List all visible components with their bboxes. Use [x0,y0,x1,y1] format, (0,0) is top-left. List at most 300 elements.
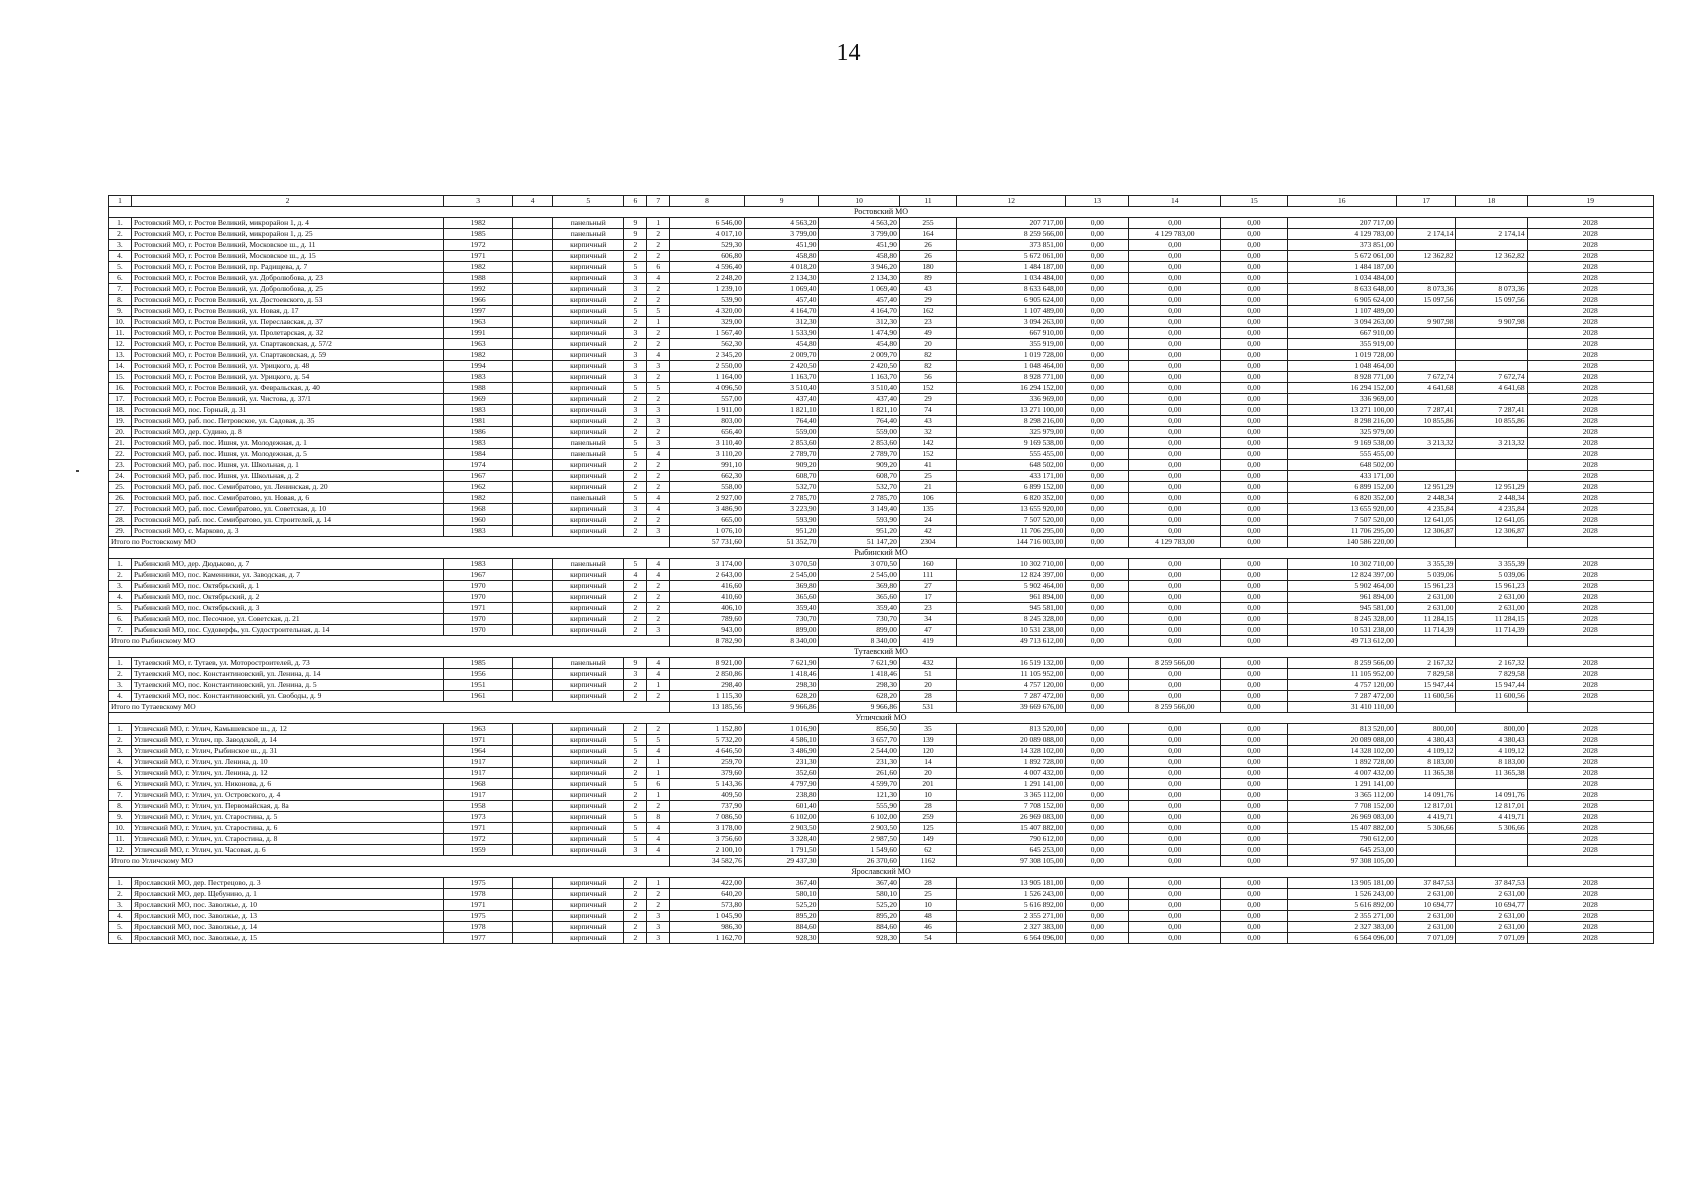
table-cell: 13 905 181,00 [1287,878,1396,889]
table-cell: 2 167,32 [1396,658,1456,669]
table-cell: 1960 [444,515,513,526]
table-cell: 4 599,70 [819,779,899,790]
table-cell: 2028 [1527,581,1653,592]
table-cell: 37 847,53 [1396,878,1456,889]
table-cell: 1959 [444,845,513,856]
table-cell: 7 621,90 [819,658,899,669]
table-cell: 13 655 920,00 [1287,504,1396,515]
table-cell: кирпичный [553,339,624,350]
section-total-cell: 51 147,20 [819,537,899,548]
table-cell: 2 [624,394,647,405]
table-cell: кирпичный [553,361,624,372]
table-cell: 1982 [444,493,513,504]
table-cell: 2 100,10 [670,845,745,856]
table-cell: 1972 [444,834,513,845]
table-row [109,603,1654,614]
table-cell: 8 259 566,00 [957,229,1066,240]
table-cell: 645 253,00 [957,845,1066,856]
table-cell: 4 [624,570,647,581]
table-cell: кирпичный [553,779,624,790]
table-cell: 2 [624,911,647,922]
table-cell: 12. [109,339,132,350]
table-cell: 2 631,00 [1396,922,1456,933]
table-cell: 0,00 [1129,273,1221,284]
table-cell: 15 961,23 [1456,581,1527,592]
table-cell: 454,80 [819,339,899,350]
table-cell: 3 [624,284,647,295]
table-cell: 2 [624,592,647,603]
table-cell: 2028 [1527,350,1653,361]
table-cell: 13 655 920,00 [957,504,1066,515]
table-row [109,240,1654,251]
table-cell: 800,00 [1396,724,1456,735]
table-row [109,493,1654,504]
table-cell: 628,20 [744,691,819,702]
page-number: 14 [836,40,861,66]
table-cell: Ростовский МО, г. Ростов Великий, ул. Урицкого, д. 48 [131,361,443,372]
table-cell: 12. [109,845,132,856]
table-cell: 2028 [1527,218,1653,229]
table-cell: 0,00 [1066,328,1129,339]
table-cell: 3 799,00 [819,229,899,240]
table-cell: 0,00 [1066,812,1129,823]
table-cell: 0,00 [1066,405,1129,416]
table-cell: 0,00 [1066,427,1129,438]
table-cell: 11 714,39 [1396,625,1456,636]
table-cell: 2 631,00 [1456,911,1527,922]
table-cell [1396,471,1456,482]
table-cell: 298,30 [819,680,899,691]
table-cell: кирпичный [553,262,624,273]
table-cell: 4 235,84 [1396,504,1456,515]
table-cell: 8 298 216,00 [1287,416,1396,427]
table-cell: 2 134,30 [819,273,899,284]
table-cell: 3 [647,416,670,427]
table-cell [513,262,553,273]
table-cell: 991,10 [670,460,745,471]
table-cell: 2 [647,801,670,812]
table-cell: 1 911,00 [670,405,745,416]
section-total-cell: 9 966,86 [819,702,899,713]
table-cell: 28 [899,691,956,702]
table-cell: 1982 [444,262,513,273]
table-cell: 432 [899,658,956,669]
table-cell: 12 817,01 [1396,801,1456,812]
table-cell: 2 853,60 [744,438,819,449]
table-cell: 10 [899,900,956,911]
table-cell: 3 [647,405,670,416]
table-cell: 2 [647,724,670,735]
table-cell: 593,90 [744,515,819,526]
table-cell: 0,00 [1129,405,1221,416]
table-cell: 2028 [1527,317,1653,328]
table-cell: 0,00 [1221,900,1288,911]
table-cell: 2 [624,416,647,427]
column-number-cell: 7 [647,196,670,207]
table-cell [513,724,553,735]
table-row [109,658,1654,669]
table-cell: 298,40 [670,680,745,691]
table-cell: 409,50 [670,790,745,801]
table-cell: 4 164,70 [819,306,899,317]
table-cell: 4 [647,669,670,680]
table-row [109,504,1654,515]
table-cell [513,317,553,328]
table-cell: 0,00 [1129,504,1221,515]
table-cell: 5 616 892,00 [957,900,1066,911]
table-cell: 790 612,00 [1287,834,1396,845]
table-cell [513,383,553,394]
table-cell: кирпичный [553,383,624,394]
table-cell: 7. [109,625,132,636]
table-cell: 1 107 489,00 [1287,306,1396,317]
table-cell [513,372,553,383]
table-cell: 0,00 [1129,735,1221,746]
table-cell: 2028 [1527,295,1653,306]
table-cell: кирпичный [553,834,624,845]
table-cell: панельный [553,658,624,669]
table-cell [513,614,553,625]
table-cell: 2 [647,229,670,240]
table-cell: 5 [624,746,647,757]
table-cell: кирпичный [553,889,624,900]
table-cell: 730,70 [744,614,819,625]
table-cell: 14 091,76 [1456,790,1527,801]
table-cell: 10. [109,823,132,834]
table-cell: 0,00 [1129,328,1221,339]
section-total-cell: 97 308 105,00 [1287,856,1396,867]
table-cell: 580,10 [819,889,899,900]
table-cell: 2028 [1527,361,1653,372]
table-cell: 0,00 [1221,449,1288,460]
table-cell: 2028 [1527,790,1653,801]
table-cell: 1966 [444,295,513,306]
table-cell: 1963 [444,724,513,735]
table-cell: 813 520,00 [957,724,1066,735]
table-cell: 11. [109,834,132,845]
table-cell: 1 291 141,00 [1287,779,1396,790]
section-total-cell: 0,00 [1066,702,1129,713]
section-header-row [109,647,1654,658]
table-cell: 6 564 096,00 [957,933,1066,944]
table-cell: 62 [899,845,956,856]
table-cell: 2 [624,339,647,350]
table-cell: 928,30 [744,933,819,944]
table-cell: кирпичный [553,482,624,493]
table-cell: 1 045,90 [670,911,745,922]
table-cell [513,394,553,405]
table-cell [513,504,553,515]
table-cell [1396,460,1456,471]
table-cell: 3 355,39 [1396,559,1456,570]
table-cell [1396,273,1456,284]
table-cell: 15 407 882,00 [957,823,1066,834]
table-cell: 580,10 [744,889,819,900]
table-cell: 12 817,01 [1456,801,1527,812]
table-cell: 0,00 [1129,878,1221,889]
table-cell: 1970 [444,614,513,625]
table-cell: 0,00 [1221,911,1288,922]
table-cell: 2028 [1527,691,1653,702]
table-cell: 1 107 489,00 [957,306,1066,317]
table-cell: 8 [647,812,670,823]
table-cell: 0,00 [1129,383,1221,394]
table-cell: 0,00 [1066,284,1129,295]
table-cell: 0,00 [1129,460,1221,471]
table-cell: 3. [109,900,132,911]
table-cell: 51 [899,669,956,680]
table-cell: 7 086,50 [670,812,745,823]
column-number-cell: 6 [624,196,647,207]
table-cell: 1974 [444,460,513,471]
table-cell: Ростовский МО, г. Ростов Великий, ул. Новая, д. 17 [131,306,443,317]
table-cell: 1983 [444,438,513,449]
table-cell: Угличский МО, г. Углич, ул. Часовая, д. 6 [131,845,443,856]
table-cell: 0,00 [1066,460,1129,471]
table-cell [513,405,553,416]
table-cell: 28 [899,878,956,889]
table-cell: 0,00 [1066,559,1129,570]
section-header-row [109,548,1654,559]
table-cell: 0,00 [1129,251,1221,262]
table-cell: 13 905 181,00 [957,878,1066,889]
table-cell: 458,80 [819,251,899,262]
table-row [109,933,1654,944]
table-cell: 142 [899,438,956,449]
table-cell: 25. [109,482,132,493]
section-header-row [109,867,1654,878]
table-cell: 451,90 [819,240,899,251]
table-cell: 10 694,77 [1456,900,1527,911]
table-cell: 7 829,58 [1456,669,1527,680]
table-cell: 2 [647,460,670,471]
table-cell: 20. [109,427,132,438]
table-cell: панельный [553,559,624,570]
table-cell: 4 [647,504,670,515]
table-cell: 986,30 [670,922,745,933]
table-cell: 0,00 [1129,515,1221,526]
table-cell: 15 097,56 [1396,295,1456,306]
table-cell [513,493,553,504]
table-cell: 909,20 [744,460,819,471]
table-cell: 0,00 [1129,900,1221,911]
table-cell: 4 [647,834,670,845]
table-cell: 2 785,70 [819,493,899,504]
table-cell: 0,00 [1221,801,1288,812]
section-total-cell: 97 308 105,00 [957,856,1066,867]
table-cell: 555 455,00 [957,449,1066,460]
table-cell: Угличский МО, г. Углич, ул. Старостина, д. 5 [131,812,443,823]
table-cell: Тутаевский МО, пос. Константиновский, ул. Свободы, д. 9 [131,691,443,702]
table-cell: 2 789,70 [744,449,819,460]
table-cell: 49 [899,328,956,339]
table-cell: 0,00 [1129,669,1221,680]
table-row [109,680,1654,691]
table-cell: 21. [109,438,132,449]
table-cell [1396,361,1456,372]
table-cell: 2028 [1527,911,1653,922]
table-cell: 0,00 [1221,834,1288,845]
table-cell: 29. [109,526,132,537]
table-cell: 2 355 271,00 [1287,911,1396,922]
table-cell: 789,60 [670,614,745,625]
table-cell: 2028 [1527,746,1653,757]
table-cell: Тутаевский МО, пос. Константиновский, ул. Ленина, д. 14 [131,669,443,680]
table-cell: 8 183,00 [1396,757,1456,768]
table-cell: 0,00 [1066,240,1129,251]
section-total-row [109,636,1654,647]
table-cell: 35 [899,724,956,735]
table-cell: 0,00 [1066,614,1129,625]
table-cell: 4 [647,746,670,757]
table-cell: 0,00 [1221,614,1288,625]
section-total-cell: 0,00 [1221,636,1288,647]
section-total-cell: 0,00 [1221,856,1288,867]
column-number-cell: 16 [1287,196,1396,207]
table-cell: 2 987,50 [819,834,899,845]
table-cell: 2 [624,922,647,933]
table-cell: 1968 [444,504,513,515]
table-cell: 0,00 [1066,757,1129,768]
table-cell: 11 365,38 [1456,768,1527,779]
table-cell: 10 694,77 [1396,900,1456,911]
table-cell: 608,70 [744,471,819,482]
table-cell: 7. [109,790,132,801]
table-cell: 29 [899,394,956,405]
table-cell [1396,262,1456,273]
table-cell: 0,00 [1066,680,1129,691]
table-row [109,394,1654,405]
table-cell: 0,00 [1129,427,1221,438]
table-cell: 1970 [444,581,513,592]
table-cell: 2 544,00 [819,746,899,757]
table-cell: 0,00 [1129,614,1221,625]
table-cell: 593,90 [819,515,899,526]
table-cell: 2 448,34 [1456,493,1527,504]
table-row [109,427,1654,438]
table-cell: 10 855,86 [1396,416,1456,427]
table-cell: Ярославский МО, дер. Пестрецово, д. 3 [131,878,443,889]
table-cell [1456,636,1527,647]
table-cell: 764,40 [744,416,819,427]
table-cell: 6. [109,273,132,284]
table-cell: 56 [899,372,956,383]
table-cell: 28 [899,801,956,812]
table-cell: 2 [647,339,670,350]
table-cell: 6 546,00 [670,218,745,229]
table-cell: 1967 [444,570,513,581]
table-cell: 3 365 112,00 [957,790,1066,801]
table-cell: 42 [899,526,956,537]
table-cell: 2028 [1527,240,1653,251]
table-cell: 0,00 [1221,768,1288,779]
table-cell: 0,00 [1066,515,1129,526]
table-cell: 0,00 [1221,350,1288,361]
table-cell [513,680,553,691]
table-cell: 1 239,10 [670,284,745,295]
table-cell: 373 851,00 [957,240,1066,251]
table-cell [1396,856,1456,867]
table-cell: 26. [109,493,132,504]
table-cell: 606,80 [670,251,745,262]
table-cell: 2028 [1527,889,1653,900]
table-cell: 2028 [1527,328,1653,339]
table-cell: 2028 [1527,449,1653,460]
table-row [109,823,1654,834]
table-cell: 4 586,10 [744,735,819,746]
table-cell: 4 419,71 [1456,812,1527,823]
table-cell: 2 [647,614,670,625]
table-cell: 2 [647,394,670,405]
table-cell: 0,00 [1129,482,1221,493]
table-cell: 29 [899,295,956,306]
table-cell: 2. [109,889,132,900]
table-cell: Ростовский МО, г. Ростов Великий, ул. Февральская, д. 40 [131,383,443,394]
table-cell [1396,845,1456,856]
table-cell: 2 785,70 [744,493,819,504]
table-cell: 12 641,05 [1456,515,1527,526]
table-cell: 525,20 [819,900,899,911]
table-cell: 0,00 [1066,625,1129,636]
table-cell: 2028 [1527,405,1653,416]
table-cell: 3 486,90 [744,746,819,757]
table-cell: кирпичный [553,812,624,823]
table-cell: Ростовский МО, г. Ростов Великий, микрорайон 1, д. 25 [131,229,443,240]
table-cell: 0,00 [1129,570,1221,581]
table-cell: 43 [899,416,956,427]
table-cell: 3 [647,911,670,922]
section-total-cell: 8 340,00 [744,636,819,647]
table-cell: 558,00 [670,482,745,493]
table-cell: 3 486,90 [670,504,745,515]
table-cell: Ростовский МО, раб. пос. Семибратово, ул. Советская, д. 10 [131,504,443,515]
table-cell: 2028 [1527,559,1653,570]
table-cell: 139 [899,735,956,746]
table-cell: 7 672,74 [1396,372,1456,383]
table-cell: 5 616 892,00 [1287,900,1396,911]
table-cell: Рыбинский МО, пос. Песочное, ул. Советская, д. 21 [131,614,443,625]
table-cell: 0,00 [1066,229,1129,240]
table-cell: 5. [109,603,132,614]
table-cell: кирпичный [553,669,624,680]
table-row [109,691,1654,702]
table-cell: 790 612,00 [957,834,1066,845]
table-cell: 7 287,41 [1396,405,1456,416]
table-cell: 1986 [444,427,513,438]
table-cell: 4 007 432,00 [1287,768,1396,779]
table-cell [1456,449,1527,460]
table-cell: 4 109,12 [1396,746,1456,757]
table-cell: 2028 [1527,801,1653,812]
table-cell: 2028 [1527,262,1653,273]
table-cell: 0,00 [1066,801,1129,812]
table-cell [1396,702,1456,713]
table-cell: 656,40 [670,427,745,438]
table-cell: 2028 [1527,614,1653,625]
table-cell: кирпичный [553,273,624,284]
table-cell: 0,00 [1221,592,1288,603]
table-cell: 1 892 728,00 [957,757,1066,768]
table-cell: Рыбинский МО, пос. Октябрьский, д. 1 [131,581,443,592]
table-cell: 0,00 [1129,218,1221,229]
table-cell: 1 [647,790,670,801]
table-cell [1456,702,1527,713]
table-cell [1396,394,1456,405]
table-cell: Ростовский МО, г. Ростов Великий, ул. Спартаковская, д. 59 [131,350,443,361]
table-cell: 437,40 [819,394,899,405]
table-cell: 1 019 728,00 [957,350,1066,361]
table-cell: 0,00 [1221,625,1288,636]
